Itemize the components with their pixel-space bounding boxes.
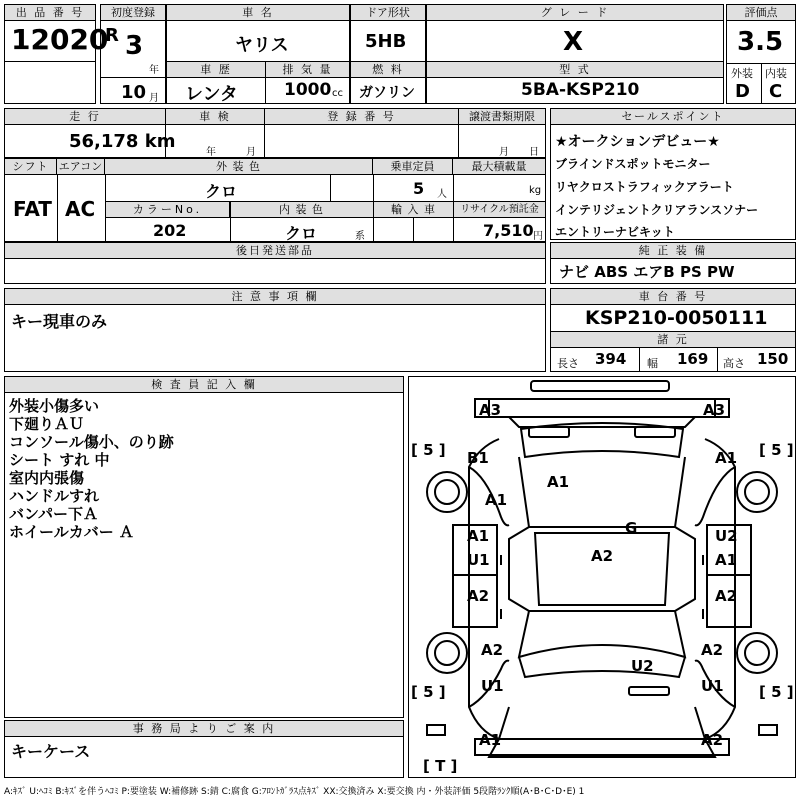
ext-color: クロ xyxy=(205,182,238,201)
inspector-note-5: 室内内張傷 xyxy=(9,469,85,487)
transfer-day-unit: 日 xyxy=(529,147,539,158)
lot-blank-box xyxy=(4,61,96,104)
reg-year-unit: 年 xyxy=(149,65,159,76)
history-label: 車 歴 xyxy=(167,62,265,78)
score-label: 評価点 xyxy=(727,5,795,21)
spec-grid xyxy=(4,158,546,242)
int-score-label: 内装 xyxy=(765,67,787,80)
damage-code-a1-left-fender: A1 xyxy=(485,491,508,509)
grade-box xyxy=(426,4,724,62)
reg-month-unit: 月 xyxy=(149,93,159,104)
int-color-label: 内 装 色 xyxy=(230,201,373,218)
color-no-label: カラーNo. xyxy=(106,201,230,218)
sales-point-box xyxy=(550,108,796,240)
tire-tread-fr: [ 5 ] xyxy=(759,441,794,459)
inspector-note-8: ホイールカバー Ａ xyxy=(9,523,134,541)
damage-code-u1-right-quarter: U1 xyxy=(701,677,724,695)
office-label: 事 務 局 よ り ご 案 内 xyxy=(5,721,403,737)
damage-code-a3-left: A3 xyxy=(479,401,502,419)
capacity-label: 乗車定員 xyxy=(373,159,453,175)
import-label: 輸 入 車 xyxy=(374,201,453,218)
notice-box xyxy=(4,288,546,372)
damage-code-a1-right-fender: A1 xyxy=(715,449,738,467)
reg-month: 10 xyxy=(121,82,147,103)
damage-code-g: G xyxy=(625,519,638,537)
damage-code-b1: B1 xyxy=(467,449,489,467)
ext-color-label: 外 装 色 xyxy=(105,159,373,175)
history: レンタ xyxy=(185,84,238,105)
width-label: 幅 xyxy=(647,357,658,370)
height: 150 xyxy=(757,350,789,368)
int-score: C xyxy=(769,81,783,102)
fuel-label: 燃 料 xyxy=(351,62,425,78)
sales-point-4: インテリジェントクリアランスソナー xyxy=(555,203,759,217)
grade: X xyxy=(563,27,584,57)
first-reg-label: 初度登録 xyxy=(101,5,165,21)
car-name-box xyxy=(166,4,350,62)
equipment-box xyxy=(550,242,796,284)
damage-code-a2-left-quarter: A2 xyxy=(481,641,504,659)
notice-label: 注 意 事 項 欄 xyxy=(5,289,545,305)
chassis-label: 車 台 番 号 xyxy=(551,289,795,305)
car-outline-svg xyxy=(409,377,795,777)
damage-code-a2-roof: A2 xyxy=(591,547,614,565)
reg-number-label: 登 録 番 号 xyxy=(265,109,458,125)
damage-code-a2-left-rear-door: A2 xyxy=(467,587,490,605)
equipment: ナビ ABS エアB PS PW xyxy=(559,263,735,281)
inspector-note-4: シート すれ 中 xyxy=(9,451,110,469)
fuel-box xyxy=(350,61,426,104)
equipment-label: 純 正 装 備 xyxy=(551,243,795,259)
door-type: 5HB xyxy=(365,31,407,52)
load-label: 最大積載量 xyxy=(453,159,545,175)
transfer-label: 譲渡書類期限 xyxy=(459,109,545,125)
transfer-box xyxy=(458,108,546,158)
inspection-year-unit: 年 xyxy=(206,147,216,158)
damage-code-a3-right: A3 xyxy=(703,401,726,419)
car-name-label: 車 名 xyxy=(167,5,349,21)
displacement-box xyxy=(265,61,350,104)
ac-label: エアコン xyxy=(57,159,105,175)
score-box xyxy=(726,4,796,104)
tire-tread-fl: [ 5 ] xyxy=(411,441,446,459)
length-label: 長さ xyxy=(557,357,579,370)
inspector-label: 検 査 員 記 入 欄 xyxy=(5,377,403,393)
damage-code-a1-left-door: A1 xyxy=(467,527,490,545)
damage-code-u1-left-quarter: U1 xyxy=(481,677,504,695)
ext-score: D xyxy=(735,81,750,102)
sales-point-label: セールスポイント xyxy=(551,109,795,125)
inspector-note-7: バンパー下Ａ xyxy=(9,505,98,523)
first-reg-box xyxy=(100,4,166,104)
inspector-note-6: ハンドルすれ xyxy=(9,487,100,505)
office-box xyxy=(4,720,404,778)
recycle: 7,510 xyxy=(483,221,534,240)
ac: AC xyxy=(65,197,96,221)
damage-code-u1-left-door: U1 xyxy=(467,551,490,569)
color-no: 202 xyxy=(153,221,187,240)
inspector-box xyxy=(4,376,404,718)
sales-point-2: ブラインドスポットモニター xyxy=(555,157,711,171)
inspector-note-1: 外装小傷多い xyxy=(9,397,100,415)
reg-year: 3 xyxy=(125,31,144,61)
damage-code-a2-rear-bumper: A2 xyxy=(701,731,724,749)
width: 169 xyxy=(677,350,709,368)
model: 5BA-KSP210 xyxy=(521,80,640,100)
height-label: 高さ xyxy=(723,357,745,370)
tire-tread-rr: [ 5 ] xyxy=(759,683,794,701)
tire-tread-rl: [ 5 ] xyxy=(411,683,446,701)
damage-code-a1-right-door: A1 xyxy=(715,551,738,569)
notice-text: キー現車のみ xyxy=(11,312,108,331)
chassis-box xyxy=(550,288,796,372)
inspection-box xyxy=(165,108,265,158)
ext-score-label: 外装 xyxy=(731,67,753,80)
era: R xyxy=(105,25,119,46)
car-diagram xyxy=(408,376,796,778)
lot-number-label: 出 品 番 号 xyxy=(5,5,95,21)
capacity-unit: 人 xyxy=(437,189,447,200)
office-text: キーケース xyxy=(11,742,91,761)
length: 394 xyxy=(595,350,627,368)
displacement-label: 排 気 量 xyxy=(266,62,349,78)
door-label: ドア形状 xyxy=(351,5,425,21)
footer-legend: A:ｷｽﾞ U:ﾍｺﾐ B:ｷｽﾞを伴うﾍｺﾐ P:要塗装 W:補修跡 S:錆 C:腐食 G:ﾌﾛﾝﾄｶﾞﾗｽ点ｷｽﾞ XX:交換済み X:要交換 内・外装評価 5段階ﾗﾝｸ順(A･B･C･D･E) 1 xyxy=(4,787,585,797)
lot-number: 12020 xyxy=(11,23,109,56)
int-color-unit: 系 xyxy=(355,231,365,242)
displacement-unit: cc xyxy=(332,88,343,99)
damage-code-a1-hood: A1 xyxy=(547,473,570,491)
model-label: 型 式 xyxy=(427,62,723,78)
inspector-note-3: コンソール傷小、のり跡 xyxy=(9,433,174,451)
score: 3.5 xyxy=(737,27,784,57)
mileage-label: 走 行 xyxy=(5,109,165,125)
damage-code-u2-trunk: U2 xyxy=(631,657,654,675)
dims-label: 諸 元 xyxy=(551,331,795,348)
car-name: ヤリス xyxy=(235,35,289,56)
displacement: 1000 xyxy=(284,80,332,100)
transfer-month-unit: 月 xyxy=(499,147,509,158)
shift-label: シフト xyxy=(5,159,57,175)
damage-code-a2-right-rear-door: A2 xyxy=(715,587,738,605)
sales-point-3: リヤクロストラフィックアラート xyxy=(555,180,734,194)
inspection-label: 車 検 xyxy=(166,109,264,125)
chassis-number: KSP210-0050111 xyxy=(585,307,768,329)
capacity: 5 xyxy=(413,179,425,198)
sales-point-1: ★オークションデビュー★ xyxy=(555,134,720,150)
damage-code-a1-rear-bumper: A1 xyxy=(479,731,502,749)
trunk-code-t: [ T ] xyxy=(423,757,458,775)
grade-label: グ レ ー ド xyxy=(427,5,723,21)
damage-code-u2-right-door: U2 xyxy=(715,527,738,545)
door-box xyxy=(350,4,426,62)
later-parts-label: 後日発送部品 xyxy=(5,243,545,259)
lot-number-box xyxy=(4,4,109,62)
inspector-note-2: 下廻りＡＵ xyxy=(9,415,85,433)
mileage: 56,178 km xyxy=(69,131,176,152)
recycle-label: リサイクル預託金 xyxy=(454,201,545,218)
mileage-box xyxy=(4,108,176,158)
recycle-unit: 円 xyxy=(533,231,543,242)
damage-code-a2-right-quarter: A2 xyxy=(701,641,724,659)
later-parts-box xyxy=(4,242,546,284)
sales-point-5: エントリーナビキット xyxy=(555,225,675,239)
fuel: ガソリン xyxy=(359,85,415,101)
int-color: クロ xyxy=(285,224,318,243)
shift: FAT xyxy=(13,197,52,221)
inspection-month-unit: 月 xyxy=(246,147,256,158)
model-box xyxy=(426,61,724,104)
reg-number-box xyxy=(264,108,459,158)
history-box xyxy=(166,61,266,104)
load-unit: kg xyxy=(529,185,542,196)
